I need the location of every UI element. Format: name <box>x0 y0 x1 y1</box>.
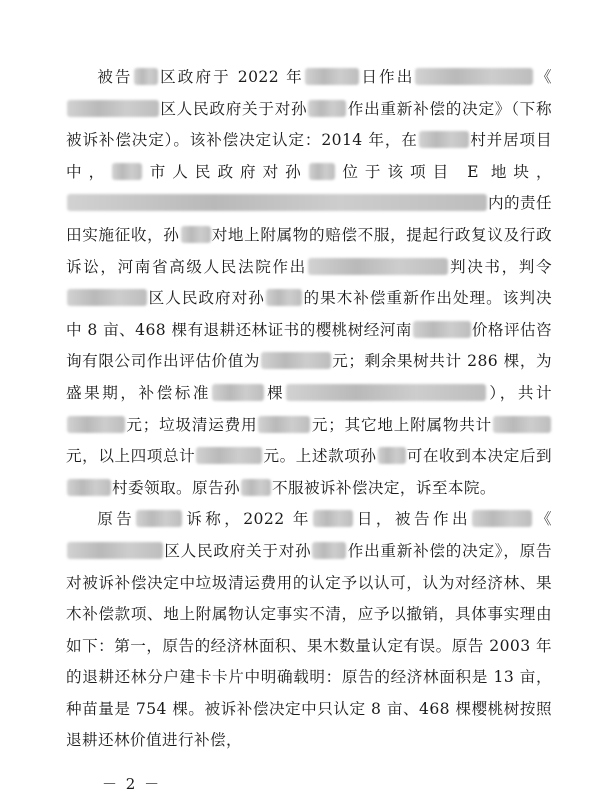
redacted-block <box>378 447 406 464</box>
redacted-block <box>413 321 471 338</box>
redacted-block <box>136 510 182 527</box>
text-segment: 判决书，判令 <box>448 257 552 276</box>
paragraph-plaintiff-claim <box>66 504 552 757</box>
redacted-block <box>67 416 125 433</box>
redacted-block <box>309 163 335 180</box>
redacted-block <box>308 100 346 117</box>
redacted-block <box>67 542 163 559</box>
text-segment: 日，被告作出 <box>353 510 471 529</box>
redacted-block <box>313 510 353 527</box>
redacted-block <box>266 289 302 306</box>
page-number: － 2 － <box>102 775 162 793</box>
text-segment: 元；剩余果树共计 286 棵，为盛果期，补偿标准 <box>66 352 552 402</box>
redacted-block <box>67 289 147 306</box>
redacted-block <box>67 479 111 496</box>
text-segment: 区人民政府关于对孙 <box>164 541 312 560</box>
text-segment: 价格评估咨询有限公司作出评估价值为 <box>66 320 552 371</box>
text-segment: 位于该项目 E 地块， <box>335 162 552 181</box>
redacted-block <box>308 258 448 275</box>
redacted-block <box>305 68 359 85</box>
redacted-block <box>419 131 469 148</box>
redacted-block <box>212 384 264 401</box>
text-segment: 不服被诉补偿决定，诉至本院。 <box>271 478 496 497</box>
text-segment: 可在收到本决定后到 <box>406 447 552 466</box>
redacted-block <box>472 510 532 527</box>
text-segment: 内的责任田实施征收，孙 <box>66 194 552 244</box>
text-segment: 元，以上四项总计 <box>66 447 196 466</box>
text-segment: 元；垃圾清运费用 <box>126 415 258 434</box>
text-segment: 的果木补偿重新作出处理。该判决中 8 亩、468 棵有退耕还林证书的樱桃树经河南 <box>66 289 552 339</box>
text-segment: 元；其它地上附属物共计 <box>311 415 493 434</box>
text-segment: 区人民政府对孙 <box>148 289 265 308</box>
text-segment: 《 <box>534 68 553 86</box>
text-segment: 对地上附属物的赔偿不服，提起行政复议及行政诉讼，河南省高级人民法院作出 <box>66 225 552 276</box>
redacted-block <box>67 100 159 117</box>
text-segment: 作出重新补偿的决定》，原告对被诉补偿决定中垃圾清运费用的认定予以认可，认为对经济林、果木补偿款项、地上附属物认定事实不清，应予以撤销，具体事实理由如下：第一，原告的经济林面积、果木数量认定有误。原告 2003 年的退耕还林分户建卡卡片中明确载明：原告的经济林面积是 13 亩，种苗量是 754 棵。被诉补偿决定中只认定 8 亩、468 棵樱桃树按照退耕还林价值进行补偿， <box>66 541 552 750</box>
text-segment: 原告 <box>97 510 136 529</box>
text-segment: 村委领取。原告孙 <box>112 478 240 497</box>
redacted-block <box>286 384 486 401</box>
redacted-block <box>241 479 271 496</box>
text-segment: 市人民政府对孙 <box>143 162 308 181</box>
redacted-block <box>261 352 331 369</box>
redacted-block <box>196 447 262 464</box>
redacted-block <box>312 542 346 559</box>
redacted-block <box>134 68 158 85</box>
redacted-block <box>181 226 211 243</box>
text-segment: 作出重新补偿的决定》（下称被诉补偿决定）。该补偿决定认定：2014 年，在 <box>66 99 552 150</box>
text-segment: 棵 <box>265 383 286 402</box>
text-segment: 元。上述款项孙 <box>263 447 377 466</box>
redacted-block <box>112 163 142 180</box>
text-segment: 村并居项目中， <box>66 131 552 181</box>
paragraph-decision-summary <box>66 62 552 504</box>
text-segment: 区政府于 2022 年 <box>158 68 304 86</box>
text-segment: 《 <box>532 510 552 529</box>
text-segment: ），共计 <box>487 383 552 402</box>
redacted-block <box>415 68 533 85</box>
text-segment: 日作出 <box>359 68 415 86</box>
redacted-block <box>258 416 310 433</box>
redacted-block <box>67 194 487 211</box>
text-segment: 诉称，2022 年 <box>183 510 312 529</box>
text-segment: 被告 <box>97 68 133 86</box>
redacted-block <box>493 416 551 433</box>
text-segment: 区人民政府关于对孙 <box>160 99 308 118</box>
